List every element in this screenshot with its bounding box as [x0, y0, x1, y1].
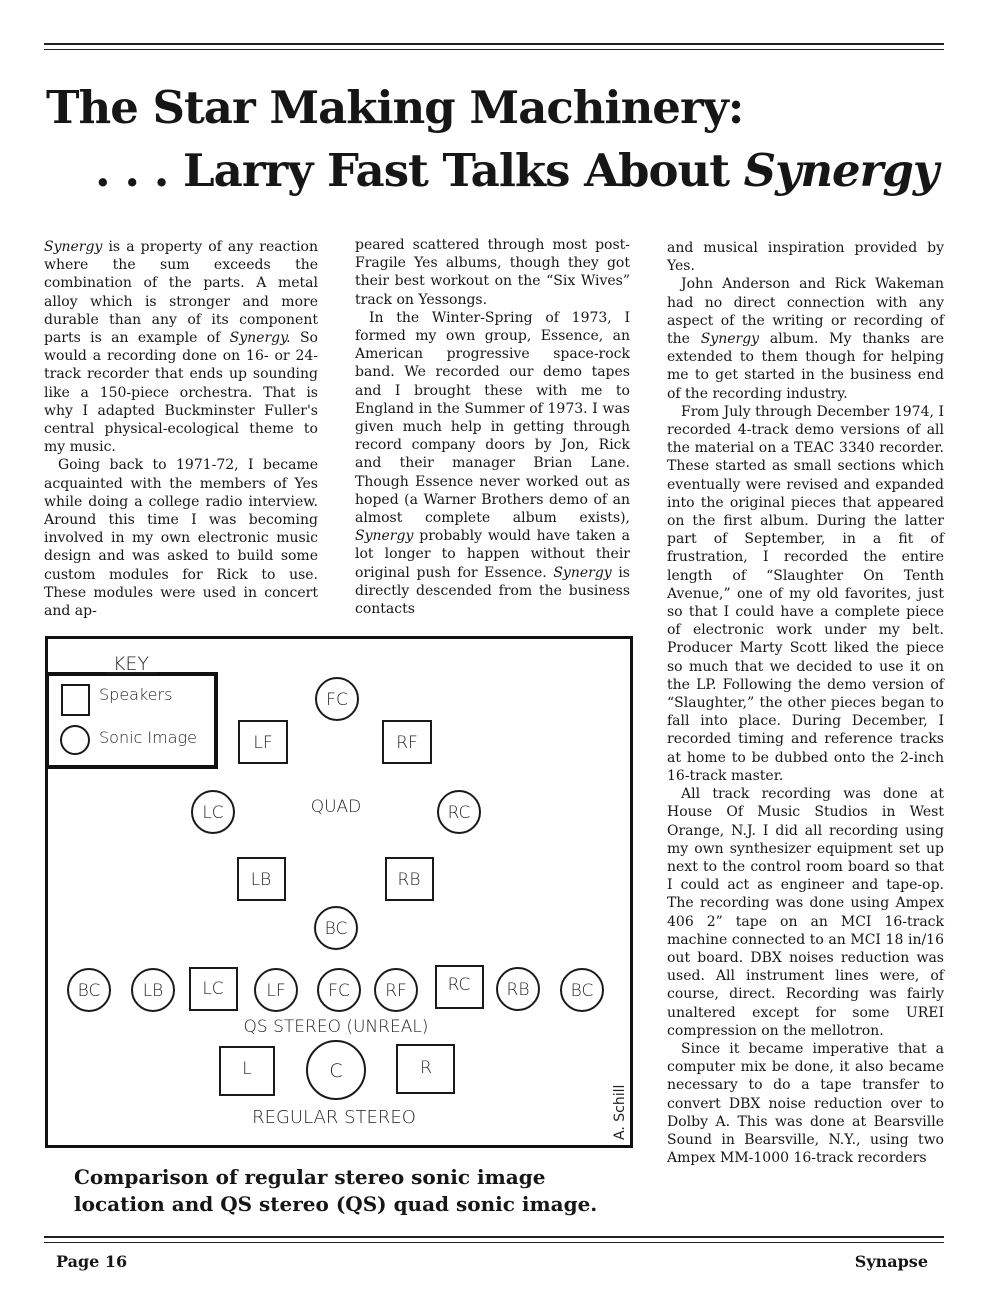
article-title-line2	[95, 143, 938, 199]
key-sonic-circle-icon	[61, 726, 89, 754]
bottom-rule-thin	[44, 1242, 944, 1243]
speaker-diagram-svg	[45, 636, 633, 1148]
regular-stereo-label: REGULAR STEREO	[252, 1107, 416, 1128]
paragraph: From July through December 1974, I recorded 4-track demo versions of all the material on a TEAC 3340 recorder. These started as small sections which eventually were revised and expanded into the original pieces that appeared on the first album. During the latter part of September, in a fit of frustration, I recorded the entire length of “Slaughter On Tenth Avenue,” one of my old favorites, just so that I could have a complete piece of electronic work under my belt. Producer Marty Scott liked the piece so much that we decided to use it on the LP. Following the demo version of “Slaughter,” the other pieces began to fall into place. During December, I recorded timing and reference tracks at home to be dubbed onto the 2-inch 16-track master.	[667, 403, 944, 784]
paragraph: John Anderson and Rick Wakeman had no direct connection with any aspect of the writing or recording of the Synergy album. My thanks are extended to them though for helping me to get started in the business end of the recording industry.	[667, 276, 944, 402]
qs-label: RF	[385, 981, 407, 1001]
quad-rc-label: RC	[447, 803, 471, 823]
quad-lc-label: LC	[202, 803, 224, 823]
paragraph: All track recording was done at House Of Music Studios in West Orange, N.J. I did all recording using my own synthesizer equipment set up next to the control room board so that I could act as engineer and tape-op. The recording was done using Ampex 406 2” tape on an MCI 16-track machine connected to an MCI 18 in/16 out board. DBX noises reduction was used. All instrument lines were, of course, direct. Recording was fairly unaltered except for some UREI compression on the mellotron.	[667, 786, 944, 1039]
quad-label: QUAD	[310, 797, 362, 817]
quad-lf-label: LF	[253, 733, 273, 753]
key-speakers-label: Speakers	[99, 685, 173, 704]
paragraph: peared scattered through most post-Fragile Yes albums, though they got their best workout on the “Six Wives” track on Yessongs.	[355, 237, 630, 308]
qs-label: LB	[142, 981, 164, 1001]
paragraph: and musical inspiration provided by Yes.	[667, 240, 944, 275]
stereo-c-label: C	[329, 1060, 343, 1082]
paragraph: Synergy is a property of any reaction where the sum exceeds the combination of the parts. A metal alloy which is stronger and more durable than any of its component parts is an example of Synergy. So would a recording done on 16- or 24-track recorder that ends up sounding like a 150-piece orchestra. That is why I adapted Buckminster Fuller's central physical-ecological theme to my music.	[44, 239, 318, 456]
magazine-name: Synapse	[854, 1252, 928, 1271]
quad-fc-label: FC	[326, 690, 348, 710]
text-column-1	[44, 238, 318, 620]
article-title-line1: The Star Making Machinery:	[46, 81, 744, 134]
figure-caption: Comparison of regular stereo sonic image location and QS stereo (QS) quad sonic image.	[74, 1165, 598, 1216]
qs-stereo-label: QS STEREO (UNREAL)	[243, 1017, 429, 1037]
emphasis: Synergy	[553, 564, 612, 581]
qs-label: RB	[506, 980, 530, 1000]
top-rule-thin	[44, 49, 944, 50]
quad-bc-label: BC	[324, 919, 348, 939]
emphasis: Synergy	[355, 528, 414, 545]
qs-label: LF	[266, 981, 286, 1001]
stereo-r-label: R	[420, 1058, 432, 1078]
top-rule	[44, 43, 944, 45]
emphasis: Synergy	[700, 331, 760, 348]
emphasis: Synergy.	[229, 330, 291, 347]
quad-lb-label: LB	[250, 870, 272, 890]
paragraph: In the Winter-Spring of 1973, I formed my own group, Essence, an American progressive space-rock band. We recorded our demo tapes and I brought these with me to England in the Summer of 1973. I was given much help in getting through record company doors by Jon, Rick and their manager Brian Lane. Though Essence never worked out as hoped (a Warner Brothers demo of an almost complete album exists), Synergy probably would have taken a lot longer to happen without their original push for Essence. Synergy is directly descended from the business contacts	[355, 309, 630, 618]
quad-rb-label: RB	[397, 870, 421, 890]
qs-label: RC	[447, 975, 471, 995]
key-sonic-label: Sonic Image	[99, 728, 197, 747]
quad-rf-label: RF	[396, 733, 418, 753]
qs-label: BC	[77, 981, 101, 1001]
paragraph: Since it became imperative that a computer mix be done, it also became necessary to do a tape transfer to convert DBX noise reduction over to Dolby A. This was done at Bearsville Sound in Bearsville, N.Y., using two Ampex MM-1000 16-track recorders	[667, 1040, 944, 1167]
qs-label: BC	[570, 981, 594, 1001]
key-speaker-square-icon	[62, 685, 89, 715]
bottom-rule	[44, 1236, 944, 1238]
title-emphasis: Synergy	[743, 144, 938, 197]
qs-label: LC	[202, 979, 224, 999]
emphasis: Synergy	[44, 239, 103, 255]
qs-label: FC	[328, 981, 350, 1001]
title-prefix: . . . Larry Fast Talks About	[95, 144, 744, 197]
stereo-l-label: L	[242, 1059, 252, 1079]
text-column-3	[667, 239, 944, 1167]
paragraph: Going back to 1971-72, I became acquainted with the members of Yes while doing a college radio interview. Around this time I was becoming involved in my own electronic music design and was asked to build some custom modules for Rick to use. These modules were used in concert and ap-	[44, 457, 318, 620]
text-column-2	[355, 236, 630, 618]
key-title: KEY	[112, 653, 150, 675]
speaker-diagram	[45, 636, 633, 1148]
page-number: Page 16	[56, 1252, 128, 1271]
artist-credit: A. Schill	[612, 1084, 628, 1140]
